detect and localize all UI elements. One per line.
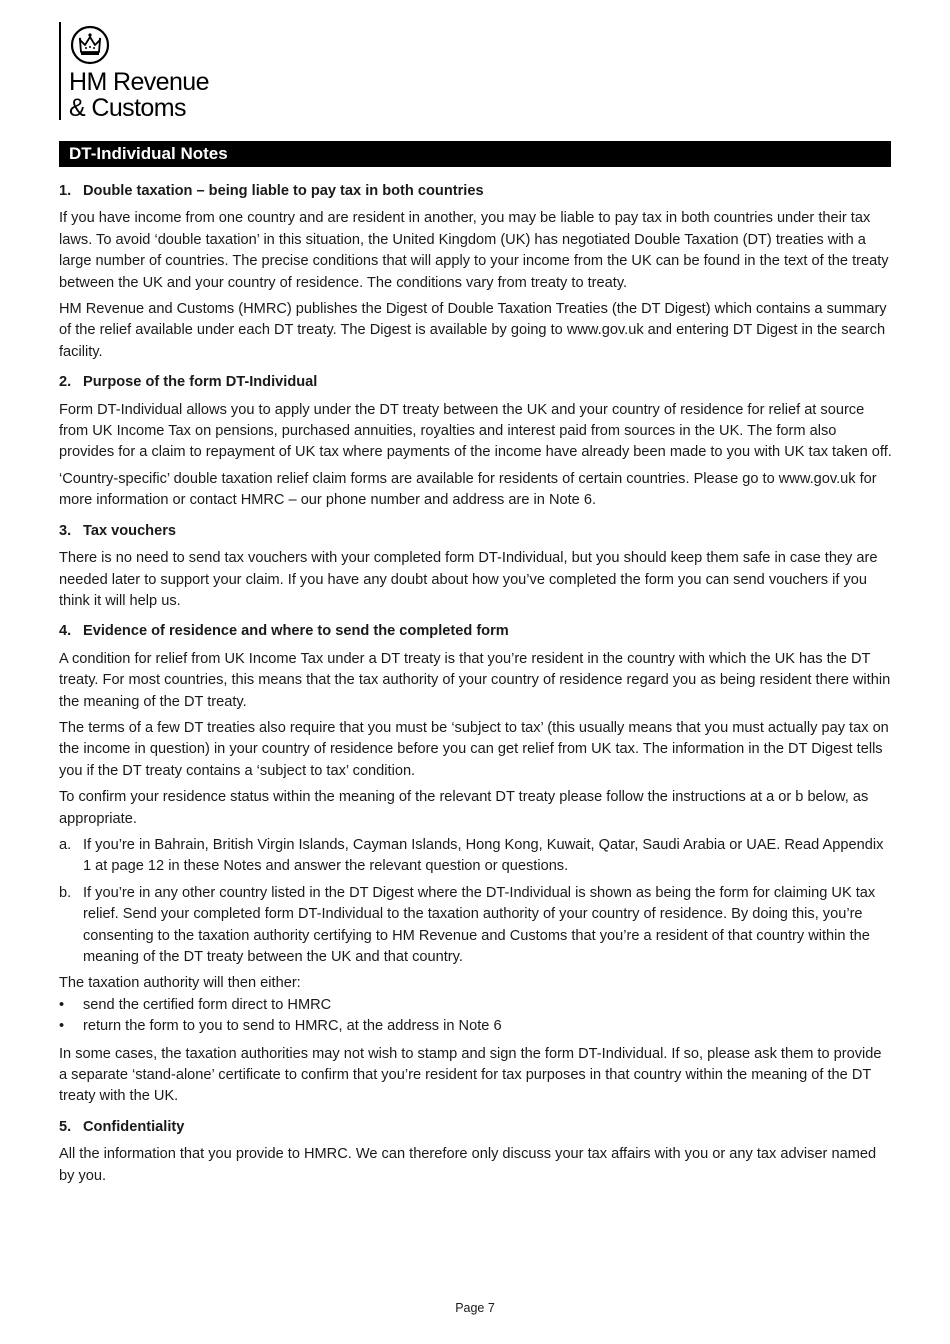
section-heading-3 [59, 521, 892, 542]
paragraph: The terms of a few DT treaties also require that you must be ‘subject to tax’ (this usually means that you must actually pay tax on the income in question) in your country of residence before you can get relief from UK tax. The information in the DT Digest tells you if the DT treaty contains a ‘subject to tax’ condition. [59, 719, 889, 779]
list-item-text: If you’re in any other country listed in the DT Digest where the DT-Individual is shown as being the form for claiming UK tax relief. Send your completed form DT-Individual to the taxation authority of your country of residence. By doing this, you’re consenting to the taxation authority certifying to HM Revenue and Customs that you’re a resident of that country within the meaning of the DT treaty between the UK and that country. [83, 884, 876, 965]
section-heading-1 [59, 181, 892, 202]
notes-content [59, 181, 892, 1192]
hmrc-logo [59, 22, 279, 120]
paragraph: There is no need to send tax vouchers with your completed form DT-Individual, but you should keep them safe in case they are needed later to support your claim. If you have any doubt about how you’ve completed the form you can send vouchers if you think it will help us. [59, 550, 878, 609]
paragraph: HM Revenue and Customs (HMRC) publishes the Digest of Double Taxation Treaties (the DT Digest) which contains a summary of the relief available under each DT treaty. The Digest is available by going to www.gov.uk and entering DT Digest in the search facility. [59, 301, 887, 360]
paragraph: All the information that you provide to HMRC. We can therefore only discuss your tax affairs with you or any tax adviser named by you. [59, 1146, 877, 1184]
bullet-item [59, 1016, 892, 1037]
section-heading-5 [59, 1117, 892, 1138]
crown-crest-icon [70, 25, 110, 65]
logo-divider [59, 22, 61, 120]
list-marker: b. [59, 884, 72, 901]
logo-line-1: HM Revenue [69, 68, 209, 96]
paragraph: To confirm your residence status within the meaning of the relevant DT treaty please follow the instructions at a or b below, as appropriate. [59, 789, 869, 827]
section-number: 2. [59, 374, 72, 391]
logo-line-2: & Customs [69, 94, 186, 122]
section-heading-2 [59, 372, 892, 393]
bullet-item [59, 995, 892, 1016]
paragraph: The taxation authority will then either: [59, 975, 301, 992]
page-number: Page 7 [455, 1301, 495, 1315]
logo-wordmark [69, 69, 209, 121]
paragraph: In some cases, the taxation authorities may not wish to stamp and sign the form DT-Individual. If so, please ask them to provide a separate ‘stand-alone’ certificate to confirm that you’re resident for tax purposes in that country within the meaning of the DT treaty with the UK. [59, 1045, 882, 1105]
list-item-text: If you’re in Bahrain, British Virgin Islands, Cayman Islands, Hong Kong, Kuwait, Qatar, Saudi Arabia or UAE. Read Appendix 1 at page 12 in these Notes and answer the relevant question or questions. [83, 836, 884, 875]
bullet-list [59, 995, 892, 1038]
section-title: Evidence of residence and where to send the completed form [83, 623, 509, 640]
section-title: Tax vouchers [83, 522, 177, 539]
paragraph: Form DT-Individual allows you to apply under the DT treaty between the UK and your country of residence for relief at source from UK Income Tax on pensions, purchased annuities, royalties and interest paid from sources in the UK. The form also provides for a claim to repayment of UK tax where payments of the income have already been made to you with UK tax taken off. [59, 401, 892, 461]
bullet-text: return the form to you to send to HMRC, at the address in Note 6 [83, 1018, 502, 1035]
section-number: 3. [59, 522, 72, 539]
bullet-icon: • [59, 1018, 65, 1035]
paragraph: A condition for relief from UK Income Tax under a DT treaty is that you’re resident in the country with which the UK has the DT treaty. For most countries, this means that the tax authority of your country of residence regard you as being resident there within the meaning of the DT treaty. [59, 650, 891, 710]
section-title: Double taxation – being liable to pay tax in both countries [83, 183, 484, 199]
paragraph: If you have income from one country and are resident in another, you may be liable to pay tax in both countries under their tax laws. To avoid ‘double taxation’ in this situation, the United Kingdom (UK) has negotiated Double Taxation (DT) treaties with a large number of countries. The precise conditions that will apply to your income from the UK can be found in the text of the treaty between the UK and your country of residence. The conditions vary from treaty to treaty. [59, 210, 889, 291]
list-item-b [59, 883, 892, 969]
section-number: 1. [59, 183, 72, 199]
section-title: Confidentiality [83, 1118, 185, 1135]
section-heading-4 [59, 621, 892, 642]
page-title-banner: DT-Individual Notes [59, 141, 891, 167]
section-title: Purpose of the form DT-Individual [83, 374, 318, 391]
list-item-a [59, 835, 892, 878]
paragraph: ‘Country-specific’ double taxation relief claim forms are available for residents of certain countries. Please go to www.gov.uk for more information or contact HMRC – our phone number and address are in Note 6. [59, 470, 877, 509]
section-number: 5. [59, 1118, 72, 1135]
section-number: 4. [59, 623, 72, 640]
list-marker: a. [59, 836, 72, 853]
bullet-text: send the certified form direct to HMRC [83, 996, 332, 1013]
bullet-icon: • [59, 996, 65, 1013]
